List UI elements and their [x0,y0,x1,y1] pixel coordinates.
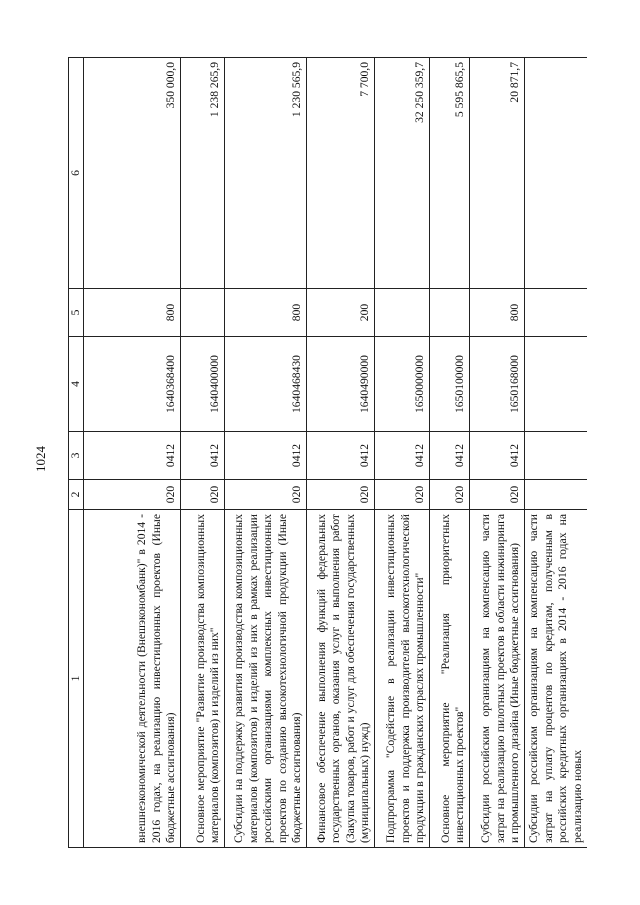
row-ministry-code: 020 [181,480,225,510]
header-col-3: 3 [69,432,84,480]
table-row [375,58,430,848]
row-expense-code: 800 [225,289,307,337]
row-name: Основное мероприятие "Реализация приоритетных инвестиционных проектов" [430,510,470,848]
row-section-code: 0412 [181,432,225,480]
budget-table [68,57,587,848]
row-section-code: 0412 [84,432,181,480]
row-ministry-code: 020 [470,480,525,510]
row-target-code [525,337,587,432]
row-ministry-code: 020 [375,480,430,510]
header-col-6: 6 [69,58,84,289]
row-ministry-code: 020 [430,480,470,510]
row-target-code: 1650100000 [430,337,470,432]
row-ministry-code: 020 [307,480,375,510]
row-amount [525,58,587,289]
row-section-code: 0412 [375,432,430,480]
table-row [225,58,307,848]
row-expense-code: 800 [470,289,525,337]
row-ministry-code [525,480,587,510]
row-amount: 1 230 565,9 [225,58,307,289]
header-col-5: 5 [69,289,84,337]
header-col-2: 2 [69,480,84,510]
row-name: Подпрограмма "Содействие в реализации инвестиционных проектов и поддержка производителей высокотехнологической продукции в гражданских отраслях промышленности" [375,510,430,848]
row-expense-code [430,289,470,337]
row-target-code: 1650168000 [470,337,525,432]
row-target-code: 1650000000 [375,337,430,432]
row-ministry-code: 020 [225,480,307,510]
table-row [307,58,375,848]
row-section-code: 0412 [430,432,470,480]
row-section-code: 0412 [307,432,375,480]
table-row [470,58,525,848]
header-col-1: 1 [69,510,84,848]
row-ministry-code: 020 [84,480,181,510]
row-target-code: 1640368400 [84,337,181,432]
row-expense-code: 800 [84,289,181,337]
page-number-text: 1024 [33,446,48,472]
row-section-code: 0412 [470,432,525,480]
row-name: Финансовое обеспечение выполнения функций федеральных государственных органов, оказания услуг и выполнения работ (Закупка товаров, работ и услуг для обеспечения государственных (муниципальных) нужд) [307,510,375,848]
row-name: внешнеэкономической деятельности (Внешэкономбанк)" в 2014 - 2016 годах, на реализацию инвестиционных проектов (Иные бюджетные ассигнования) [84,510,181,848]
rotated-page-content [68,58,584,848]
row-amount: 7 700,0 [307,58,375,289]
table-row [430,58,470,848]
row-expense-code [181,289,225,337]
row-expense-code [525,289,587,337]
row-target-code: 1640490000 [307,337,375,432]
table-header-row [69,58,84,848]
header-col-4: 4 [69,337,84,432]
row-amount: 32 250 359,7 [375,58,430,289]
row-expense-code [375,289,430,337]
row-amount: 1 238 265,9 [181,58,225,289]
row-name: Субсидии на поддержку развития производства композиционных материалов (композитов) и изделий из них в рамках реализации российскими организациями комплексных инвестиционных проектов по созданию высокотехнологичной продукции (Иные бюджетные ассигнования) [225,510,307,848]
table-row [181,58,225,848]
row-expense-code: 200 [307,289,375,337]
table-row [525,58,587,848]
page-number [34,444,48,474]
row-target-code: 1640400000 [181,337,225,432]
row-amount: 20 871,7 [470,58,525,289]
row-section-code [525,432,587,480]
table-row [84,58,181,848]
row-section-code: 0412 [225,432,307,480]
row-name: Основное мероприятие "Развитие производства композиционных материалов (композитов) и изделий из них" [181,510,225,848]
row-name: Субсидии российским организациям на компенсацию части затрат на уплату процентов по кредитам, полученным в российских кредитных организациях в 2014 - 2016 годах на реализацию новых [525,510,587,848]
row-amount: 350 000,0 [84,58,181,289]
row-name: Субсидии российским организациям на компенсацию части затрат на реализацию пилотных проектов в области инжиниринга и промышленного дизайна (Иные бюджетные ассигнования) [470,510,525,848]
row-target-code: 1640468430 [225,337,307,432]
row-amount: 5 595 865,5 [430,58,470,289]
